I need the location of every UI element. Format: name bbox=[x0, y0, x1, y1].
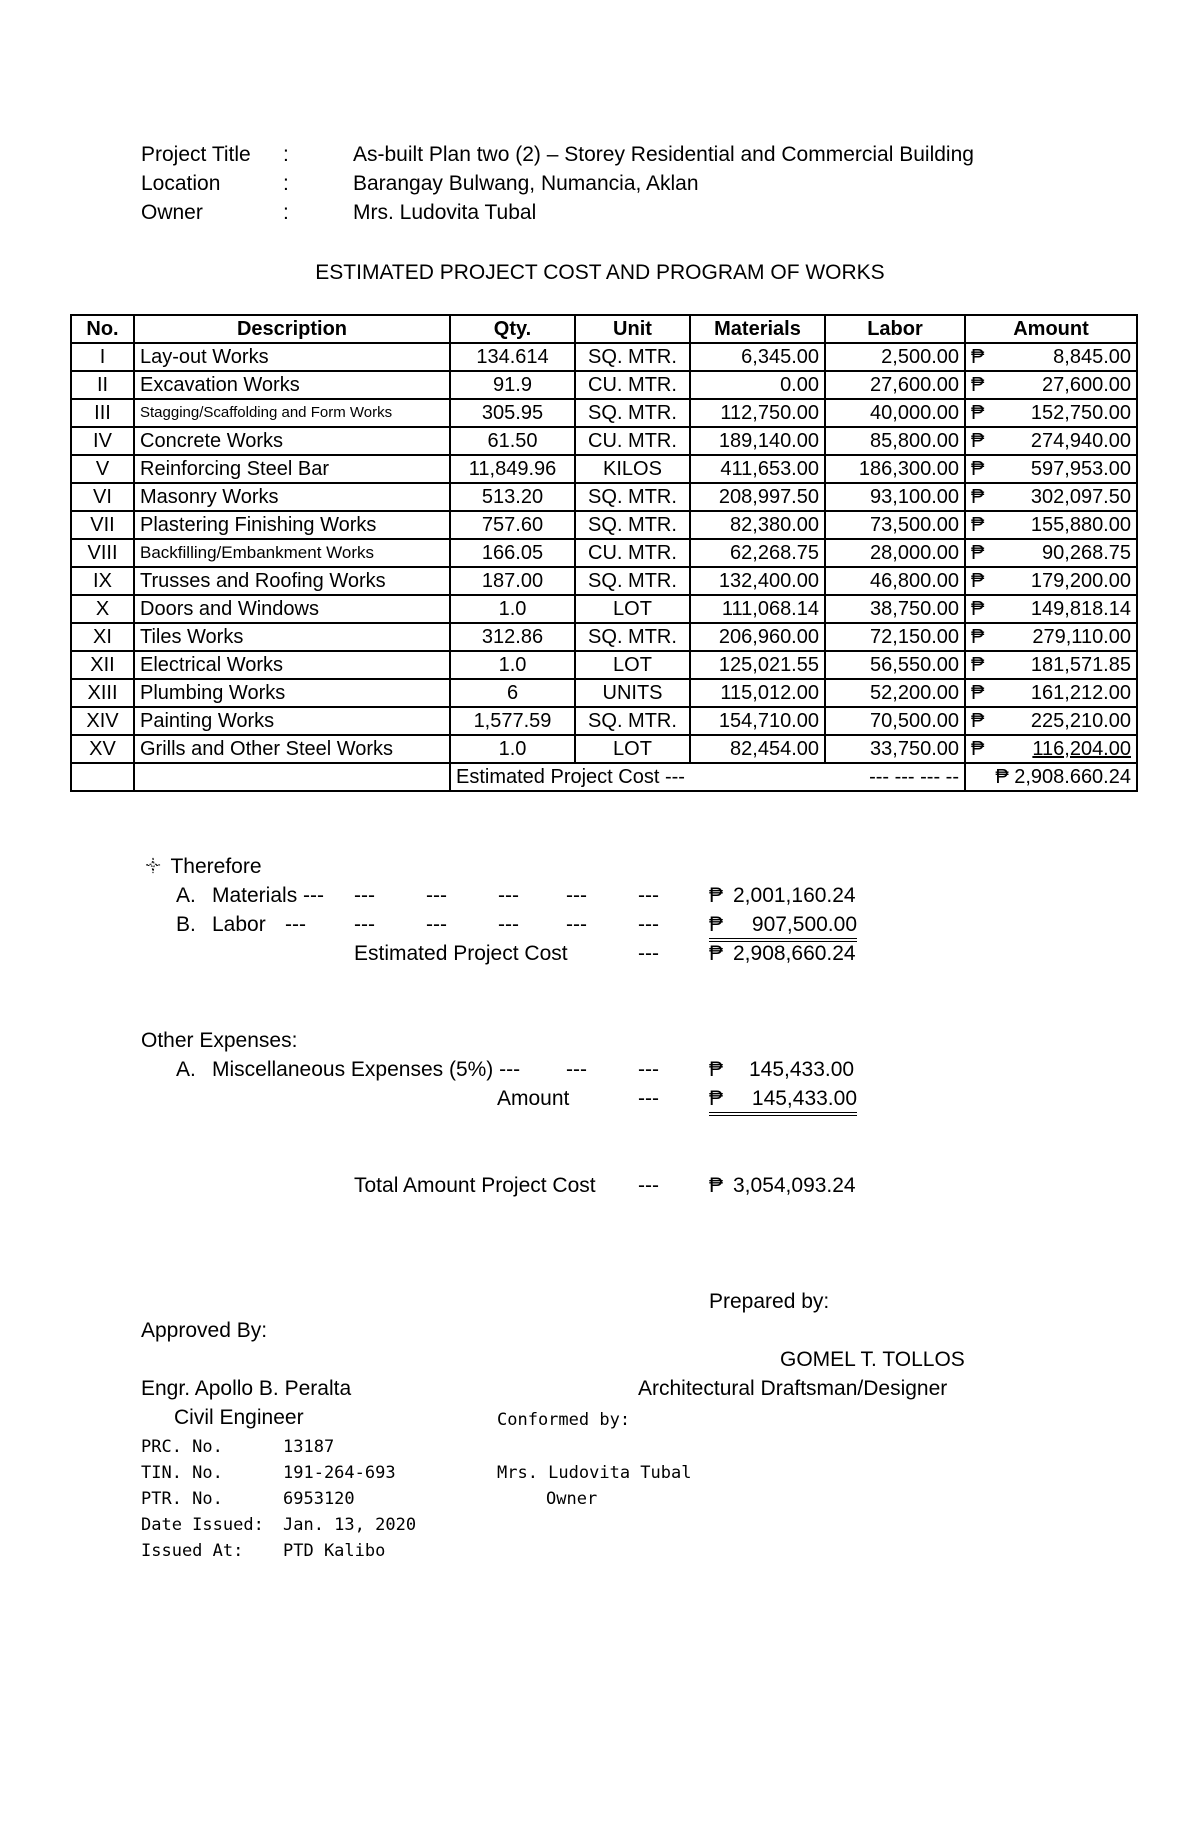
dash: --- bbox=[638, 1058, 659, 1081]
owner-title: Owner bbox=[546, 1489, 598, 1509]
table-row bbox=[71, 511, 1137, 539]
item-amount bbox=[965, 679, 1137, 707]
peso-sign: ₱ bbox=[971, 542, 985, 564]
item-materials: 125,021.55 bbox=[690, 651, 825, 679]
cost-table bbox=[70, 314, 1138, 792]
item-amount bbox=[965, 399, 1137, 427]
item-unit: SQ. MTR. bbox=[575, 567, 690, 595]
item-materials: 411,653.00 bbox=[690, 455, 825, 483]
colon: : bbox=[283, 143, 289, 166]
item-labor: 27,600.00 bbox=[825, 371, 965, 399]
dash: --- bbox=[354, 913, 375, 936]
ptr-label: PTR. No. bbox=[141, 1489, 223, 1509]
item-quantity: 61.50 bbox=[450, 427, 575, 455]
dash: --- bbox=[638, 1087, 659, 1110]
estimated-cost-label: Estimated Project Cost bbox=[354, 942, 568, 965]
item-amount bbox=[965, 735, 1137, 763]
item-unit: SQ. MTR. bbox=[575, 511, 690, 539]
item-quantity: 91.9 bbox=[450, 371, 575, 399]
item-materials: 132,400.00 bbox=[690, 567, 825, 595]
item-quantity: 513.20 bbox=[450, 483, 575, 511]
item-materials: 206,960.00 bbox=[690, 623, 825, 651]
estimated-cost-value: 2,908,660.24 bbox=[733, 942, 856, 965]
table-row bbox=[71, 679, 1137, 707]
item-number: III bbox=[71, 399, 134, 427]
document-title: ESTIMATED PROJECT COST AND PROGRAM OF WORKS bbox=[315, 261, 885, 284]
table-row bbox=[71, 623, 1137, 651]
item-unit: SQ. MTR. bbox=[575, 483, 690, 511]
grand-total-label: Total Amount Project Cost bbox=[354, 1174, 596, 1197]
preparer-title: Architectural Draftsman/Designer bbox=[638, 1377, 948, 1400]
amount-value: 90,268.75 bbox=[1042, 542, 1131, 564]
amount-value: 161,212.00 bbox=[1030, 682, 1131, 704]
date-issued-value: Jan. 13, 2020 bbox=[283, 1515, 417, 1535]
sparkle-icon bbox=[141, 856, 165, 876]
approver-title: Civil Engineer bbox=[174, 1406, 304, 1429]
item-materials: 115,012.00 bbox=[690, 679, 825, 707]
misc-label: Miscellaneous Expenses (5%) --- bbox=[212, 1058, 521, 1081]
dash: --- bbox=[566, 913, 587, 936]
other-expenses-heading: Other Expenses: bbox=[141, 1029, 298, 1052]
total-row bbox=[71, 763, 1137, 791]
item-number: II bbox=[71, 371, 134, 399]
table-row bbox=[71, 343, 1137, 371]
item-labor: 93,100.00 bbox=[825, 483, 965, 511]
location-label: Location bbox=[141, 172, 221, 195]
amount-value: 274,940.00 bbox=[1030, 430, 1131, 452]
peso-sign: ₱ bbox=[971, 598, 985, 620]
prc-label: PRC. No. bbox=[141, 1437, 223, 1457]
item-number: XII bbox=[71, 651, 134, 679]
location-value: Barangay Bulwang, Numancia, Aklan bbox=[353, 172, 699, 195]
table-row bbox=[71, 567, 1137, 595]
misc-amount-value: 145,433.00 bbox=[751, 1087, 857, 1110]
item-description: Painting Works bbox=[134, 707, 450, 735]
item-amount bbox=[965, 455, 1137, 483]
materials-label: Materials --- bbox=[212, 884, 325, 907]
item-number: XIII bbox=[71, 679, 134, 707]
column-header: Amount bbox=[965, 315, 1137, 343]
item-quantity: 1,577.59 bbox=[450, 707, 575, 735]
item-materials: 6,345.00 bbox=[690, 343, 825, 371]
item-materials: 0.00 bbox=[690, 371, 825, 399]
total-dashes: --- --- --- -- bbox=[690, 763, 965, 791]
peso-sign: ₱ bbox=[971, 738, 985, 760]
grand-total-value: 3,054,093.24 bbox=[733, 1174, 856, 1197]
approver-name: Engr. Apollo B. Peralta bbox=[141, 1377, 352, 1400]
prc-value: 13187 bbox=[283, 1437, 335, 1457]
item-amount bbox=[965, 651, 1137, 679]
therefore-heading bbox=[141, 855, 262, 879]
project-title-label: Project Title bbox=[141, 143, 251, 166]
peso-sign: ₱ bbox=[971, 402, 985, 424]
item-labor: 186,300.00 bbox=[825, 455, 965, 483]
item-labor: 46,800.00 bbox=[825, 567, 965, 595]
colon: : bbox=[283, 201, 289, 224]
dash: --- bbox=[638, 913, 659, 936]
item-description: Trusses and Roofing Works bbox=[134, 567, 450, 595]
item-number: V bbox=[71, 455, 134, 483]
dash: --- bbox=[638, 884, 659, 907]
dash: --- bbox=[285, 913, 306, 936]
ptr-value: 6953120 bbox=[283, 1489, 355, 1509]
item-description: Plastering Finishing Works bbox=[134, 511, 450, 539]
amount-value: 597,953.00 bbox=[1030, 458, 1131, 480]
peso-sign: ₱ bbox=[971, 458, 985, 480]
item-materials: 82,380.00 bbox=[690, 511, 825, 539]
item-description: Tiles Works bbox=[134, 623, 450, 651]
item-materials: 208,997.50 bbox=[690, 483, 825, 511]
amount-value: 181,571.85 bbox=[1030, 654, 1131, 676]
item-number: IV bbox=[71, 427, 134, 455]
tin-label: TIN. No. bbox=[141, 1463, 223, 1483]
approved-by-label: Approved By: bbox=[141, 1319, 268, 1342]
dash: --- bbox=[566, 884, 587, 907]
item-unit: KILOS bbox=[575, 455, 690, 483]
materials-letter: A. bbox=[176, 884, 196, 907]
item-unit: SQ. MTR. bbox=[575, 623, 690, 651]
item-description: Stagging/Scaffolding and Form Works bbox=[134, 399, 450, 427]
item-description: Plumbing Works bbox=[134, 679, 450, 707]
column-header: Labor bbox=[825, 315, 965, 343]
amount-value: 155,880.00 bbox=[1030, 514, 1131, 536]
item-amount bbox=[965, 427, 1137, 455]
item-unit: CU. MTR. bbox=[575, 427, 690, 455]
colon: : bbox=[283, 172, 289, 195]
owner-value: Mrs. Ludovita Tubal bbox=[353, 201, 537, 224]
column-header: No. bbox=[71, 315, 134, 343]
item-quantity: 305.95 bbox=[450, 399, 575, 427]
item-quantity: 134.614 bbox=[450, 343, 575, 371]
issued-at-label: Issued At: bbox=[141, 1541, 244, 1561]
conformed-by-label: Conformed by: bbox=[497, 1410, 631, 1430]
dash: --- bbox=[426, 913, 447, 936]
item-labor: 33,750.00 bbox=[825, 735, 965, 763]
item-number: IX bbox=[71, 567, 134, 595]
amount-label: Amount bbox=[497, 1087, 570, 1110]
owner-name: Mrs. Ludovita Tubal bbox=[497, 1463, 692, 1483]
item-materials: 154,710.00 bbox=[690, 707, 825, 735]
item-number: X bbox=[71, 595, 134, 623]
peso-sign: ₱ bbox=[971, 570, 985, 592]
preparer-name: GOMEL T. TOLLOS bbox=[780, 1348, 965, 1371]
peso-sign: ₱ bbox=[971, 626, 985, 648]
dash: --- bbox=[638, 942, 659, 965]
project-title-value: As-built Plan two (2) – Storey Residential and Commercial Building bbox=[353, 143, 974, 166]
item-unit: LOT bbox=[575, 651, 690, 679]
dash: --- bbox=[638, 1174, 659, 1197]
issued-at-value: PTD Kalibo bbox=[283, 1541, 386, 1561]
peso-sign: ₱ bbox=[709, 884, 724, 907]
table-row bbox=[71, 707, 1137, 735]
dash: --- bbox=[498, 913, 519, 936]
amount-value: 279,110.00 bbox=[1032, 626, 1131, 648]
table-row bbox=[71, 427, 1137, 455]
item-labor: 52,200.00 bbox=[825, 679, 965, 707]
item-materials: 112,750.00 bbox=[690, 399, 825, 427]
peso-sign: ₱ bbox=[971, 514, 985, 536]
item-labor: 70,500.00 bbox=[825, 707, 965, 735]
peso-sign: ₱ bbox=[971, 486, 985, 508]
total-label: Estimated Project Cost --- bbox=[450, 763, 690, 791]
peso-sign: ₱ bbox=[971, 346, 985, 368]
column-header: Materials bbox=[690, 315, 825, 343]
misc-amount bbox=[709, 1087, 857, 1116]
empty-cell bbox=[134, 763, 450, 791]
empty-cell bbox=[71, 763, 134, 791]
item-unit: SQ. MTR. bbox=[575, 343, 690, 371]
item-amount bbox=[965, 539, 1137, 567]
amount-value: 152,750.00 bbox=[1030, 402, 1131, 424]
item-unit: SQ. MTR. bbox=[575, 707, 690, 735]
item-description: Grills and Other Steel Works bbox=[134, 735, 450, 763]
item-quantity: 1.0 bbox=[450, 735, 575, 763]
peso-sign: ₱ bbox=[971, 682, 985, 704]
amount-value: 27,600.00 bbox=[1042, 374, 1131, 396]
column-header: Description bbox=[134, 315, 450, 343]
owner-label: Owner bbox=[141, 201, 203, 224]
item-unit: CU. MTR. bbox=[575, 371, 690, 399]
table-row bbox=[71, 455, 1137, 483]
prepared-by-label: Prepared by: bbox=[709, 1290, 830, 1313]
item-amount bbox=[965, 567, 1137, 595]
item-materials: 82,454.00 bbox=[690, 735, 825, 763]
peso-sign: ₱ bbox=[971, 430, 985, 452]
item-amount bbox=[965, 371, 1137, 399]
item-description: Lay-out Works bbox=[134, 343, 450, 371]
item-description: Doors and Windows bbox=[134, 595, 450, 623]
item-number: XV bbox=[71, 735, 134, 763]
item-quantity: 312.86 bbox=[450, 623, 575, 651]
item-amount bbox=[965, 707, 1137, 735]
item-quantity: 6 bbox=[450, 679, 575, 707]
amount-value: 8,845.00 bbox=[1053, 346, 1131, 368]
total-amount: ₱ 2,908.660.24 bbox=[965, 763, 1137, 791]
item-quantity: 187.00 bbox=[450, 567, 575, 595]
peso-sign: ₱ bbox=[971, 710, 985, 732]
item-unit: LOT bbox=[575, 595, 690, 623]
item-materials: 111,068.14 bbox=[690, 595, 825, 623]
item-unit: LOT bbox=[575, 735, 690, 763]
item-amount bbox=[965, 511, 1137, 539]
date-issued-label: Date Issued: bbox=[141, 1515, 264, 1535]
peso-sign: ₱ bbox=[971, 654, 985, 676]
item-labor: 56,550.00 bbox=[825, 651, 965, 679]
therefore-label: Therefore bbox=[170, 855, 262, 878]
item-unit: UNITS bbox=[575, 679, 690, 707]
item-number: VIII bbox=[71, 539, 134, 567]
item-materials: 189,140.00 bbox=[690, 427, 825, 455]
item-amount bbox=[965, 343, 1137, 371]
item-labor: 73,500.00 bbox=[825, 511, 965, 539]
item-quantity: 11,849.96 bbox=[450, 455, 575, 483]
item-description: Excavation Works bbox=[134, 371, 450, 399]
item-description: Concrete Works bbox=[134, 427, 450, 455]
amount-value: 179,200.00 bbox=[1030, 570, 1131, 592]
amount-value: 149,818.14 bbox=[1030, 598, 1131, 620]
table-row bbox=[71, 371, 1137, 399]
item-unit: SQ. MTR. bbox=[575, 399, 690, 427]
table-row bbox=[71, 399, 1137, 427]
column-header: Unit bbox=[575, 315, 690, 343]
labor-value: 907,500.00 bbox=[751, 913, 857, 936]
item-number: I bbox=[71, 343, 134, 371]
misc-value: 145,433.00 bbox=[749, 1058, 855, 1081]
item-number: VII bbox=[71, 511, 134, 539]
table-row bbox=[71, 735, 1137, 763]
item-number: XI bbox=[71, 623, 134, 651]
item-quantity: 1.0 bbox=[450, 651, 575, 679]
table-row bbox=[71, 651, 1137, 679]
dash: --- bbox=[498, 884, 519, 907]
peso-sign: ₱ bbox=[709, 1087, 724, 1110]
labor-label: Labor bbox=[212, 913, 266, 936]
item-quantity: 166.05 bbox=[450, 539, 575, 567]
item-labor: 38,750.00 bbox=[825, 595, 965, 623]
dash: --- bbox=[354, 884, 375, 907]
item-description: Reinforcing Steel Bar bbox=[134, 455, 450, 483]
peso-sign: ₱ bbox=[709, 942, 724, 965]
dash: --- bbox=[566, 1058, 587, 1081]
item-number: XIV bbox=[71, 707, 134, 735]
item-description: Backfilling/Embankment Works bbox=[134, 539, 450, 567]
amount-value: 225,210.00 bbox=[1030, 710, 1131, 732]
materials-value: 2,001,160.24 bbox=[733, 884, 856, 907]
item-labor: 2,500.00 bbox=[825, 343, 965, 371]
item-labor: 40,000.00 bbox=[825, 399, 965, 427]
item-number: VI bbox=[71, 483, 134, 511]
column-header: Qty. bbox=[450, 315, 575, 343]
tin-value: 191-264-693 bbox=[283, 1463, 396, 1483]
amount-value: 302,097.50 bbox=[1030, 486, 1131, 508]
item-labor: 72,150.00 bbox=[825, 623, 965, 651]
amount-value: 116,204.00 bbox=[1032, 738, 1131, 760]
peso-sign: ₱ bbox=[709, 1058, 724, 1081]
table-header-row bbox=[71, 315, 1137, 343]
item-labor: 85,800.00 bbox=[825, 427, 965, 455]
table-row bbox=[71, 539, 1137, 567]
peso-sign: ₱ bbox=[709, 913, 724, 936]
item-unit: CU. MTR. bbox=[575, 539, 690, 567]
item-amount bbox=[965, 623, 1137, 651]
item-labor: 28,000.00 bbox=[825, 539, 965, 567]
item-quantity: 1.0 bbox=[450, 595, 575, 623]
peso-sign: ₱ bbox=[971, 374, 985, 396]
table-row bbox=[71, 595, 1137, 623]
item-quantity: 757.60 bbox=[450, 511, 575, 539]
labor-amount bbox=[709, 913, 857, 942]
dash: --- bbox=[426, 884, 447, 907]
item-amount bbox=[965, 595, 1137, 623]
misc-letter: A. bbox=[176, 1058, 196, 1081]
item-description: Masonry Works bbox=[134, 483, 450, 511]
labor-letter: B. bbox=[176, 913, 196, 936]
item-description: Electrical Works bbox=[134, 651, 450, 679]
item-materials: 62,268.75 bbox=[690, 539, 825, 567]
peso-sign: ₱ bbox=[709, 1174, 724, 1197]
table-row bbox=[71, 483, 1137, 511]
item-amount bbox=[965, 483, 1137, 511]
